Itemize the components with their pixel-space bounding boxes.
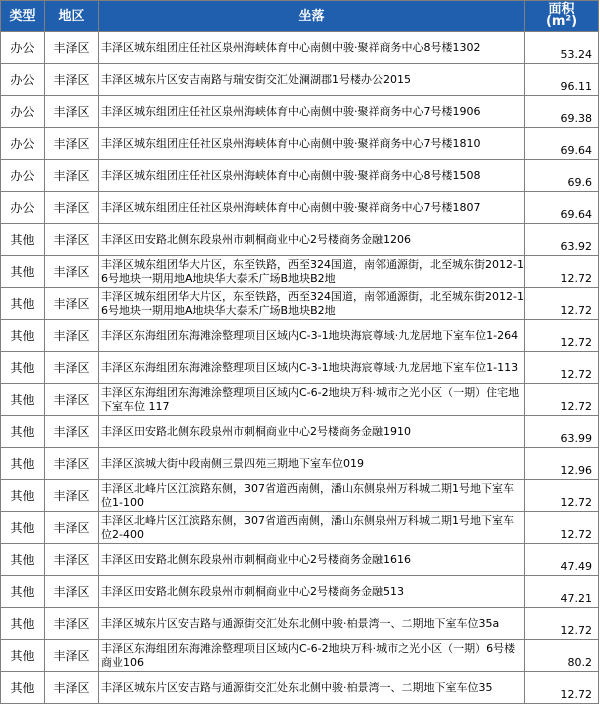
header-area-label: 面积 bbox=[548, 2, 575, 17]
cell-location: 丰泽区城东组团庄任社区泉州海峡体育中心南侧中骏·聚祥商务中心8号楼1302 bbox=[99, 32, 525, 64]
cell-district: 丰泽区 bbox=[45, 544, 99, 576]
cell-area: 63.92 bbox=[525, 224, 599, 256]
cell-location: 丰泽区城东片区安吉路与通源街交汇处东北侧中骏·柏景湾一、二期地下室车位35 bbox=[99, 672, 525, 704]
cell-type: 其他 bbox=[1, 416, 45, 448]
cell-type: 其他 bbox=[1, 672, 45, 704]
cell-district: 丰泽区 bbox=[45, 576, 99, 608]
cell-location: 丰泽区滨城大街中段南侧三景四苑三期地下室车位019 bbox=[99, 448, 525, 480]
cell-area: 12.96 bbox=[525, 448, 599, 480]
cell-area: 53.24 bbox=[525, 32, 599, 64]
cell-location: 丰泽区城东组团华大片区，东至铁路，西至324国道，南邻通源街，北至城东街2012-16号地块一期用地A地块华大泰禾广场B地块B2地 bbox=[99, 256, 525, 288]
cell-type: 其他 bbox=[1, 384, 45, 416]
cell-type: 其他 bbox=[1, 256, 45, 288]
table-row bbox=[1, 640, 599, 672]
table-row bbox=[1, 64, 599, 96]
cell-type: 其他 bbox=[1, 576, 45, 608]
cell-type: 其他 bbox=[1, 640, 45, 672]
table-header-row bbox=[1, 1, 599, 32]
cell-type: 办公 bbox=[1, 96, 45, 128]
cell-district: 丰泽区 bbox=[45, 512, 99, 544]
cell-type: 办公 bbox=[1, 64, 45, 96]
cell-area: 69.38 bbox=[525, 96, 599, 128]
table-row bbox=[1, 32, 599, 64]
cell-district: 丰泽区 bbox=[45, 384, 99, 416]
cell-area: 12.72 bbox=[525, 480, 599, 512]
table-row bbox=[1, 160, 599, 192]
cell-type: 其他 bbox=[1, 512, 45, 544]
cell-area: 47.49 bbox=[525, 544, 599, 576]
cell-location: 丰泽区田安路北侧东段泉州市刺桐商业中心2号楼商务金融1616 bbox=[99, 544, 525, 576]
cell-location: 丰泽区东海组团东海滩涂整理项目区域内C-6-2地块万科·城市之光小区（一期）6号楼商业106 bbox=[99, 640, 525, 672]
header-district: 地区 bbox=[45, 1, 99, 32]
cell-district: 丰泽区 bbox=[45, 320, 99, 352]
cell-location: 丰泽区城东组团华大片区，东至铁路，西至324国道，南邻通源街，北至城东街2012-16号地块一期用地A地块华大泰禾广场B地块B2地 bbox=[99, 288, 525, 320]
cell-district: 丰泽区 bbox=[45, 480, 99, 512]
cell-area: 69.64 bbox=[525, 192, 599, 224]
cell-location: 丰泽区北峰片区江滨路东侧，307省道西南侧，潘山东侧泉州万科城二期1号地下室车位1-100 bbox=[99, 480, 525, 512]
cell-district: 丰泽区 bbox=[45, 608, 99, 640]
cell-area: 12.72 bbox=[525, 256, 599, 288]
table-row bbox=[1, 256, 599, 288]
cell-location: 丰泽区城东组团庄任社区泉州海峡体育中心南侧中骏·聚祥商务中心7号楼1807 bbox=[99, 192, 525, 224]
table-row bbox=[1, 320, 599, 352]
cell-type: 其他 bbox=[1, 480, 45, 512]
cell-district: 丰泽区 bbox=[45, 224, 99, 256]
table-row bbox=[1, 224, 599, 256]
cell-district: 丰泽区 bbox=[45, 288, 99, 320]
table-row bbox=[1, 544, 599, 576]
cell-district: 丰泽区 bbox=[45, 160, 99, 192]
cell-type: 其他 bbox=[1, 448, 45, 480]
cell-area: 12.72 bbox=[525, 512, 599, 544]
cell-area: 12.72 bbox=[525, 384, 599, 416]
cell-location: 丰泽区东海组团东海滩涂整理项目区域内C-6-2地块万科·城市之光小区（一期）住宅地下室车位 117 bbox=[99, 384, 525, 416]
table-row bbox=[1, 480, 599, 512]
table-row bbox=[1, 288, 599, 320]
cell-location: 丰泽区城东片区安吉路与通源街交汇处东北侧中骏·柏景湾一、二期地下室车位35a bbox=[99, 608, 525, 640]
cell-location: 丰泽区城东组团庄任社区泉州海峡体育中心南侧中骏·聚祥商务中心7号楼1810 bbox=[99, 128, 525, 160]
table-row bbox=[1, 192, 599, 224]
cell-area: 12.72 bbox=[525, 672, 599, 704]
cell-area: 47.21 bbox=[525, 576, 599, 608]
header-area-unit: (m²) bbox=[545, 14, 578, 29]
cell-type: 办公 bbox=[1, 192, 45, 224]
cell-area: 96.11 bbox=[525, 64, 599, 96]
cell-type: 其他 bbox=[1, 352, 45, 384]
cell-location: 丰泽区城东片区安吉南路与瑞安街交汇处澜湖郡1号楼办公2015 bbox=[99, 64, 525, 96]
cell-type: 其他 bbox=[1, 608, 45, 640]
cell-location: 丰泽区城东组团庄任社区泉州海峡体育中心南侧中骏·聚祥商务中心7号楼1906 bbox=[99, 96, 525, 128]
table-row bbox=[1, 128, 599, 160]
cell-area: 12.72 bbox=[525, 320, 599, 352]
cell-location: 丰泽区田安路北侧东段泉州市刺桐商业中心2号楼商务金融1910 bbox=[99, 416, 525, 448]
cell-location: 丰泽区城东组团庄任社区泉州海峡体育中心南侧中骏·聚祥商务中心8号楼1508 bbox=[99, 160, 525, 192]
table-row bbox=[1, 352, 599, 384]
cell-area: 69.64 bbox=[525, 128, 599, 160]
table-row bbox=[1, 416, 599, 448]
cell-district: 丰泽区 bbox=[45, 672, 99, 704]
table-row bbox=[1, 96, 599, 128]
cell-district: 丰泽区 bbox=[45, 352, 99, 384]
cell-area: 63.99 bbox=[525, 416, 599, 448]
cell-district: 丰泽区 bbox=[45, 192, 99, 224]
table-row bbox=[1, 576, 599, 608]
cell-type: 其他 bbox=[1, 224, 45, 256]
cell-type: 其他 bbox=[1, 544, 45, 576]
cell-location: 丰泽区田安路北侧东段泉州市刺桐商业中心2号楼商务金融1206 bbox=[99, 224, 525, 256]
table-row bbox=[1, 672, 599, 704]
cell-type: 其他 bbox=[1, 288, 45, 320]
cell-location: 丰泽区田安路北侧东段泉州市刺桐商业中心2号楼商务金融513 bbox=[99, 576, 525, 608]
cell-district: 丰泽区 bbox=[45, 448, 99, 480]
table-row bbox=[1, 512, 599, 544]
cell-district: 丰泽区 bbox=[45, 64, 99, 96]
header-type: 类型 bbox=[1, 1, 45, 32]
cell-type: 办公 bbox=[1, 160, 45, 192]
cell-location: 丰泽区东海组团东海滩涂整理项目区域内C-3-1地块海宸尊域·九龙居地下室车位1-264 bbox=[99, 320, 525, 352]
header-location: 坐落 bbox=[99, 1, 525, 32]
cell-type: 其他 bbox=[1, 320, 45, 352]
cell-district: 丰泽区 bbox=[45, 32, 99, 64]
cell-district: 丰泽区 bbox=[45, 128, 99, 160]
cell-location: 丰泽区东海组团东海滩涂整理项目区域内C-3-1地块海宸尊域·九龙居地下室车位1-113 bbox=[99, 352, 525, 384]
cell-area: 12.72 bbox=[525, 608, 599, 640]
cell-district: 丰泽区 bbox=[45, 96, 99, 128]
table-row bbox=[1, 384, 599, 416]
cell-area: 12.72 bbox=[525, 352, 599, 384]
cell-area: 80.2 bbox=[525, 640, 599, 672]
table-row bbox=[1, 448, 599, 480]
cell-district: 丰泽区 bbox=[45, 256, 99, 288]
header-area bbox=[525, 1, 599, 32]
cell-area: 69.6 bbox=[525, 160, 599, 192]
cell-type: 办公 bbox=[1, 32, 45, 64]
cell-type: 办公 bbox=[1, 128, 45, 160]
cell-district: 丰泽区 bbox=[45, 640, 99, 672]
table-row bbox=[1, 608, 599, 640]
cell-district: 丰泽区 bbox=[45, 416, 99, 448]
cell-location: 丰泽区北峰片区江滨路东侧，307省道西南侧，潘山东侧泉州万科城二期1号地下室车位2-400 bbox=[99, 512, 525, 544]
cell-area: 12.72 bbox=[525, 288, 599, 320]
